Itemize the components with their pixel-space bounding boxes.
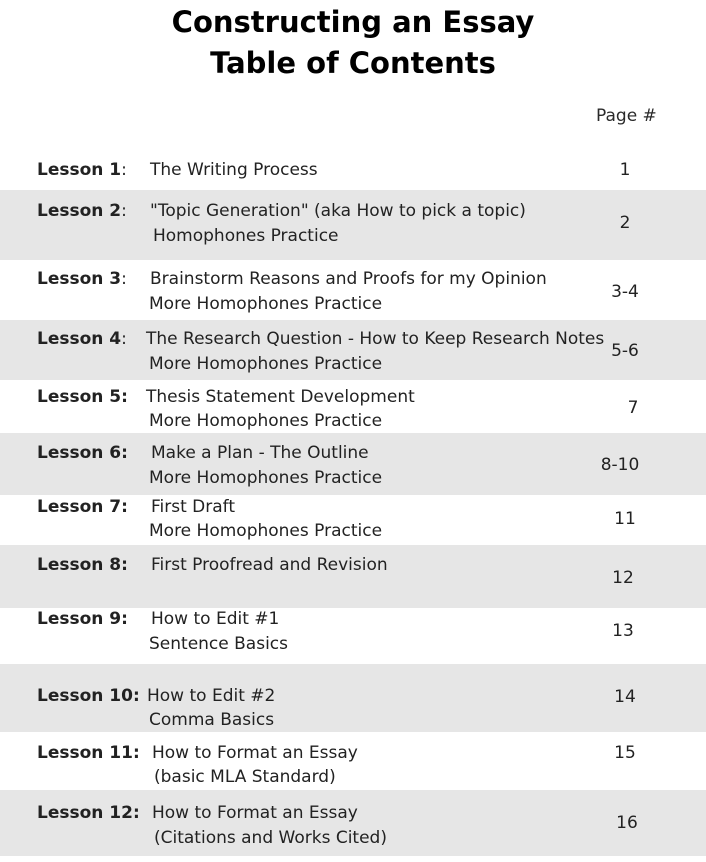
lesson-label: Lesson 12: (37, 803, 140, 823)
lesson-title: How to Edit #2 (147, 686, 276, 706)
lesson-label: Lesson 2: (37, 201, 127, 221)
toc-row-lesson-10 (0, 664, 706, 732)
toc-row-lesson-2 (0, 190, 706, 260)
lesson-label: Lesson 11: (37, 743, 140, 763)
toc-row-lesson-3 (0, 260, 706, 320)
lesson-label: Lesson 5: (37, 387, 128, 407)
document-title-line-2: Table of Contents (210, 46, 496, 80)
toc-row-lesson-12 (0, 790, 706, 856)
lesson-subtitle: (Citations and Works Cited) (154, 828, 387, 848)
lesson-title: Make a Plan - The Outline (151, 443, 369, 463)
lesson-subtitle: More Homophones Practice (149, 521, 383, 541)
lesson-label: Lesson 1: (37, 160, 127, 180)
document-title-line-1: Constructing an Essay (171, 5, 535, 39)
lesson-title: Thesis Statement Development (146, 387, 415, 407)
lesson-page: 5-6 (611, 341, 639, 361)
toc-row-lesson-4 (0, 320, 706, 380)
lesson-title: Brainstorm Reasons and Proofs for my Opinion (150, 269, 547, 289)
lesson-subtitle: Homophones Practice (153, 226, 339, 246)
lesson-label: Lesson 3: (37, 269, 127, 289)
lesson-title: How to Format an Essay (152, 803, 358, 823)
lesson-title: How to Format an Essay (152, 743, 358, 763)
lesson-page: 11 (614, 509, 636, 529)
lesson-page: 7 (627, 398, 639, 418)
lesson-page: 1 (619, 160, 631, 180)
toc-row-lesson-1 (0, 148, 706, 190)
lesson-page: 2 (619, 213, 631, 233)
lesson-subtitle: Sentence Basics (149, 634, 288, 654)
lesson-page: 16 (616, 813, 638, 833)
toc-row-lesson-11 (0, 732, 706, 790)
lesson-subtitle: More Homophones Practice (149, 354, 383, 374)
lesson-subtitle: More Homophones Practice (149, 468, 383, 488)
lesson-title: The Research Question - How to Keep Research Notes (146, 329, 605, 349)
lesson-subtitle: (basic MLA Standard) (154, 767, 336, 787)
lesson-page: 8-10 (600, 455, 640, 475)
lesson-title: How to Edit #1 (151, 609, 280, 629)
lesson-page: 14 (614, 687, 636, 707)
toc-row-lesson-9 (0, 608, 706, 664)
lesson-label: Lesson 7: (37, 497, 128, 517)
page-number-column-header: Page # (596, 106, 657, 126)
lesson-label: Lesson 6: (37, 443, 128, 463)
lesson-page: 3-4 (611, 282, 639, 302)
lesson-page: 12 (612, 568, 634, 588)
lesson-subtitle: More Homophones Practice (149, 294, 383, 314)
lesson-page: 15 (614, 743, 636, 763)
lesson-title: First Proofread and Revision (151, 555, 388, 575)
lesson-title: First Draft (151, 497, 236, 517)
lesson-subtitle: More Homophones Practice (149, 411, 383, 431)
toc-row-lesson-6 (0, 433, 706, 495)
lesson-label: Lesson 4: (37, 329, 127, 349)
toc-row-lesson-5 (0, 380, 706, 433)
lesson-label: Lesson 10: (37, 686, 140, 706)
lesson-label: Lesson 9: (37, 609, 128, 629)
toc-row-lesson-7 (0, 495, 706, 545)
lesson-label: Lesson 8: (37, 555, 128, 575)
lesson-title: "Topic Generation" (aka How to pick a topic) (150, 201, 526, 221)
toc-row-lesson-8 (0, 545, 706, 608)
lesson-page: 13 (612, 621, 634, 641)
lesson-subtitle: Comma Basics (149, 710, 275, 730)
lesson-title: The Writing Process (150, 160, 318, 180)
